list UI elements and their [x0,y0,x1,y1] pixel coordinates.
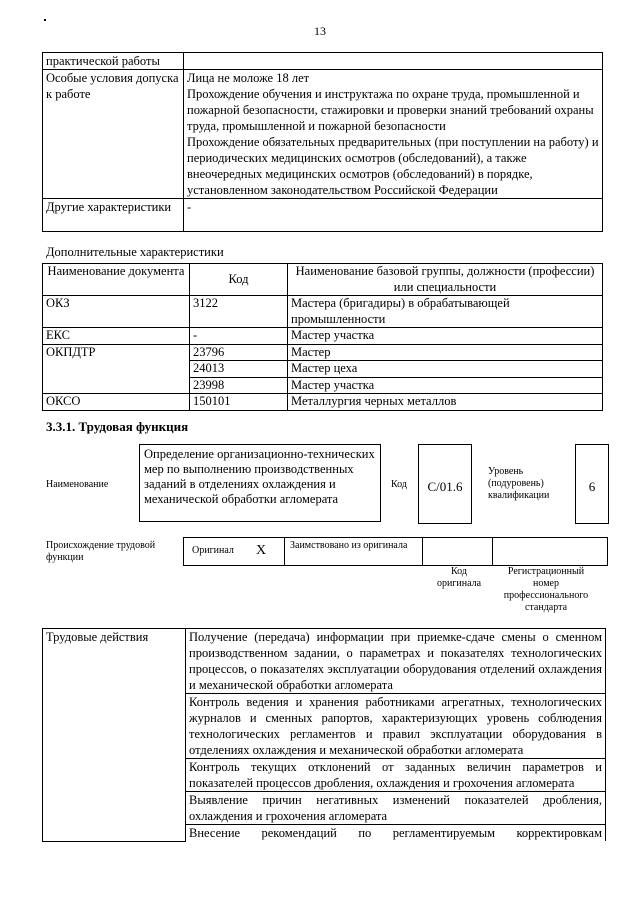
row-label: Особые условия допуска к работе [43,70,184,199]
table-row [43,344,603,361]
table-row [43,394,603,411]
condition-line: Прохождение обязательных предварительных (при поступлении на работу) и периодических медицинских осмотров (обследований), а также внеочередных медицинских осмотров (обследований) в порядке, установленном законодательством Российской Федерации [187,135,599,197]
cell-code: 23998 [190,377,288,394]
reg-number-label: Регистрационный номер профессионального стандарта [503,566,589,613]
table-row [43,296,603,328]
cell-code: 24013 [190,361,288,378]
level-box [575,444,609,524]
condition-line: Лица не моложе 18 лет [187,71,310,85]
function-heading: 3.3.1. Трудовая функция [46,419,189,434]
cell-doc: ОКПДТР [43,344,190,394]
code-box [418,444,472,524]
borrowed-label: Заимствовано из оригинала [290,540,408,551]
action-item: Контроль текущих отклонений от заданных величин параметров и показателей процессов дробления, охлаждения и грохочения агломерата [186,759,606,792]
col-header: Наименование документа [43,264,190,296]
cell-code: 23796 [190,344,288,361]
original-label: Оригинал [192,545,234,556]
cell-name: Мастер участка [288,377,603,394]
table-row [43,199,603,232]
table-row [43,70,603,199]
section-title: Дополнительные характеристики [46,245,224,259]
action-item: Выявление причин негативных изменений показателей дробления, охлаждения и грохочения агломерата [186,792,606,825]
cell-code: - [190,328,288,345]
original-mark: X [256,543,267,558]
action-item: Контроль ведения и хранения работниками агрегатных, технологических журналов и сменных рапортов, характеризующих уровень соблюдения технологических регламентов и правил эксплуатации оборудования в отделениях охлаждения и механической обработки агломерата [186,694,606,759]
table-row [43,629,606,694]
level-label: Уровень (подуровень) квалификации [488,466,550,501]
page-number: 13 [314,24,326,38]
row-value [184,70,603,199]
actions-label: Трудовые действия [43,629,186,842]
header-row [43,264,603,296]
origin-label: Происхождение трудовой функции [46,540,156,563]
cell-doc: ОКСО [43,394,190,411]
cell-name: Мастер участка [288,328,603,345]
name-label: Наименование [46,479,109,490]
scan-dot [44,19,46,21]
cell-name: Металлургия черных металлов [288,394,603,411]
cell-name: Мастер цеха [288,361,603,378]
cell-code: 3122 [190,296,288,328]
col-header: Код [190,264,288,296]
row-label: практической работы [43,53,184,70]
action-item: Получение (передача) информации при приемке-сдаче смены о сменном производственном задании, о параметрах и показателях технологических процессов, о показателях эксплуатации оборудования отделений охлаждения и механической обработки агломерата [186,629,606,694]
function-name: Определение организационно-технических мер по выполнению производственных заданий в отделениях охлаждения и механической обработки агломерата [139,444,381,522]
additional-table [42,263,603,411]
actions-table [42,628,606,842]
divider [284,538,285,565]
row-value [184,53,603,70]
conditions-table [42,52,603,232]
code-label: Код [391,479,407,490]
origin-box [183,537,608,566]
table-row [43,53,603,70]
cell-name: Мастер [288,344,603,361]
action-item: Внесение рекомендаций по регламентируемым корректировкам [186,825,606,842]
level-value: 6 [588,479,596,494]
cell-name: Мастера (бригадиры) в обрабатывающей промышленности [288,296,603,328]
col-header: Наименование базовой группы, должности (профессии) или специальности [288,264,603,296]
row-value: - [184,199,603,232]
code-original-label: Код оригинала [436,566,482,589]
divider [422,538,423,565]
code-value: C/01.6 [427,479,463,494]
divider [492,538,493,565]
table-row [43,328,603,345]
condition-line: Прохождение обучения и инструктажа по охране труда, промышленной и пожарной безопасности, стажировки и проверки знаний требований охраны труда, промышленной и пожарной безопасности [187,87,594,133]
row-label: Другие характеристики [43,199,184,232]
cell-doc: ЕКС [43,328,190,345]
cell-doc: ОКЗ [43,296,190,328]
cell-code: 150101 [190,394,288,411]
